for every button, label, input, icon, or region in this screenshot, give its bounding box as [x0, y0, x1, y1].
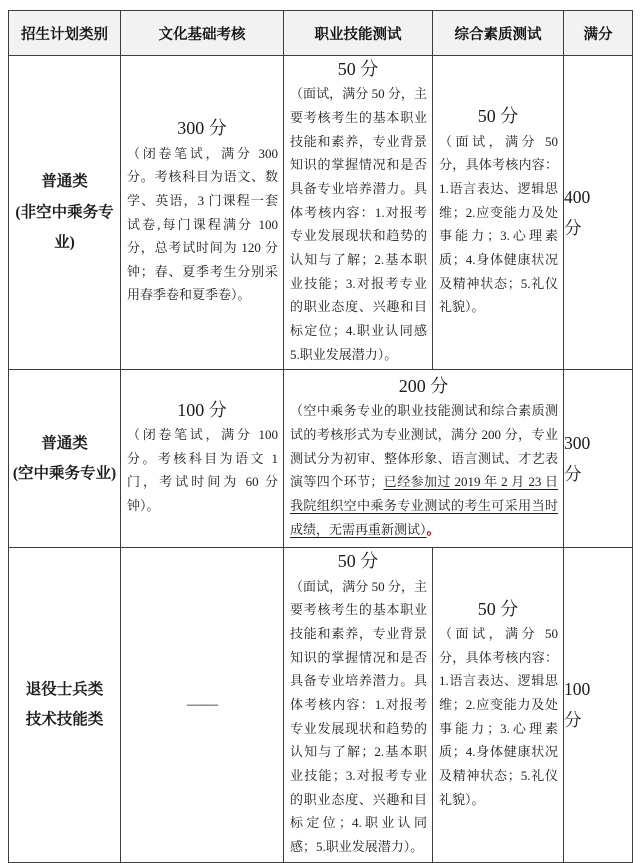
- skill-test-cell: [284, 56, 433, 370]
- merged-desc-underlined: 已经参加过 2019 年 2 月 23 日我院组织空中乘务专业测试的考生可采用当时成绩，无需再重新测试）: [290, 474, 558, 537]
- total-number: 100: [564, 679, 591, 700]
- header-culture-exam: 文化基础考核: [121, 11, 284, 56]
- quality-score: 50 分: [477, 106, 519, 127]
- category-subname: (非空中乘务专业): [15, 203, 114, 251]
- table-row-general-nonflight: [9, 56, 633, 370]
- culture-desc: （闭卷笔试，满分 100 分。考核科目为语文 1 门，考试时间为 60 分钟）。: [127, 427, 278, 514]
- total-number: 400: [564, 187, 591, 207]
- total-unit: 分: [564, 463, 582, 484]
- header-row: [9, 11, 633, 56]
- category-subname: (空中乘务专业): [12, 464, 117, 482]
- header-quality-test: 综合素质测试: [433, 11, 564, 56]
- header-category: 招生计划类别: [9, 11, 121, 56]
- quality-test-cell: [433, 56, 564, 370]
- merged-desc: [284, 399, 563, 544]
- skill-score: 50 分: [337, 59, 379, 79]
- total-score-cell: [564, 548, 633, 862]
- skill-desc: （面试，满分 50 分，主要考核考生的基本职业技能和素养，专业背景知识的掌握情况和是否具备专业培养潜力。具体考核内容：1.对报考专业发展现状和趋势的认知与了解；2.基本职业技能；3.对报考专业的职业态度、兴趣和目标定位；4.职业认同感 5.职业发展潜力）。: [290, 86, 427, 362]
- culture-exam-cell: [121, 370, 284, 548]
- quality-desc: （面试，满分 50 分，具体考核内容：1.语言表达、逻辑思维；2.应变能力及处事能力；3.心理素质；4.身体健康状况及精神状态；5.礼仪礼貌）。: [439, 625, 558, 807]
- quality-test-cell: [433, 548, 564, 862]
- header-full-score: 满分: [564, 11, 633, 56]
- category-subname: 技术技能类: [25, 710, 104, 728]
- quality-desc: （面试，满分 50 分，具体考核内容：1.语言表达、逻辑思维；2.应变能力及处事能力；3.心理素质；4.身体健康状况及精神状态；5.礼仪礼貌）。: [439, 133, 558, 315]
- category-name: 普通类: [41, 173, 88, 191]
- merged-score: 200 分: [398, 376, 449, 397]
- skill-score: 50 分: [337, 551, 379, 572]
- header-skill-test: 职业技能测试: [284, 11, 433, 56]
- admission-exam-table: [8, 10, 633, 863]
- category-cell: [9, 56, 121, 370]
- culture-exam-cell: [121, 56, 284, 370]
- category-cell: [9, 370, 121, 548]
- total-score-cell: [564, 56, 633, 370]
- culture-exam-none-cell: ——: [121, 548, 284, 862]
- red-period-mark: 。: [426, 521, 440, 537]
- skill-test-cell: [284, 548, 433, 862]
- quality-score: 50 分: [477, 598, 519, 619]
- category-name: 退役士兵类: [25, 680, 104, 698]
- culture-score: 300 分: [177, 118, 227, 139]
- culture-desc: （闭卷笔试，满分 300 分。考核科目为语文、数学、英语，3 门课程一套试卷,每门课程满分 100 分，总考试时间为 120 分钟；春、夏季考生分别采用春季卷和夏季卷）。: [127, 145, 278, 303]
- merged-skill-quality-cell: [284, 370, 564, 548]
- total-unit: 分: [564, 217, 582, 238]
- total-score-cell: [564, 370, 633, 548]
- table-row-veteran-technical: [9, 548, 633, 862]
- culture-score: 100 分: [177, 399, 227, 420]
- total-unit: 分: [564, 709, 582, 730]
- category-cell: [9, 548, 121, 862]
- category-name: 普通类: [41, 434, 88, 452]
- skill-desc: （面试，满分 50 分，主要考核考生的基本职业技能和素养，专业背景知识的掌握情况和是否具备专业培养潜力。具体考核内容：1.对报考专业发展现状和趋势的认知与了解；2.基本职业技能；3.对报考专业的职业态度、兴趣和目标定位；4.职业认同感；5.职业发展潜力）。: [290, 578, 427, 854]
- total-number: 300: [564, 433, 591, 454]
- merged-desc-normal: （空中乘务专业的职业技能测试和综合素质测试的考核形式为专业测试，满分 200 分，专业测试分为初审、整体形象、语言测试、才艺表演等四个环节；: [290, 403, 558, 490]
- table-row-general-flight: [9, 370, 633, 548]
